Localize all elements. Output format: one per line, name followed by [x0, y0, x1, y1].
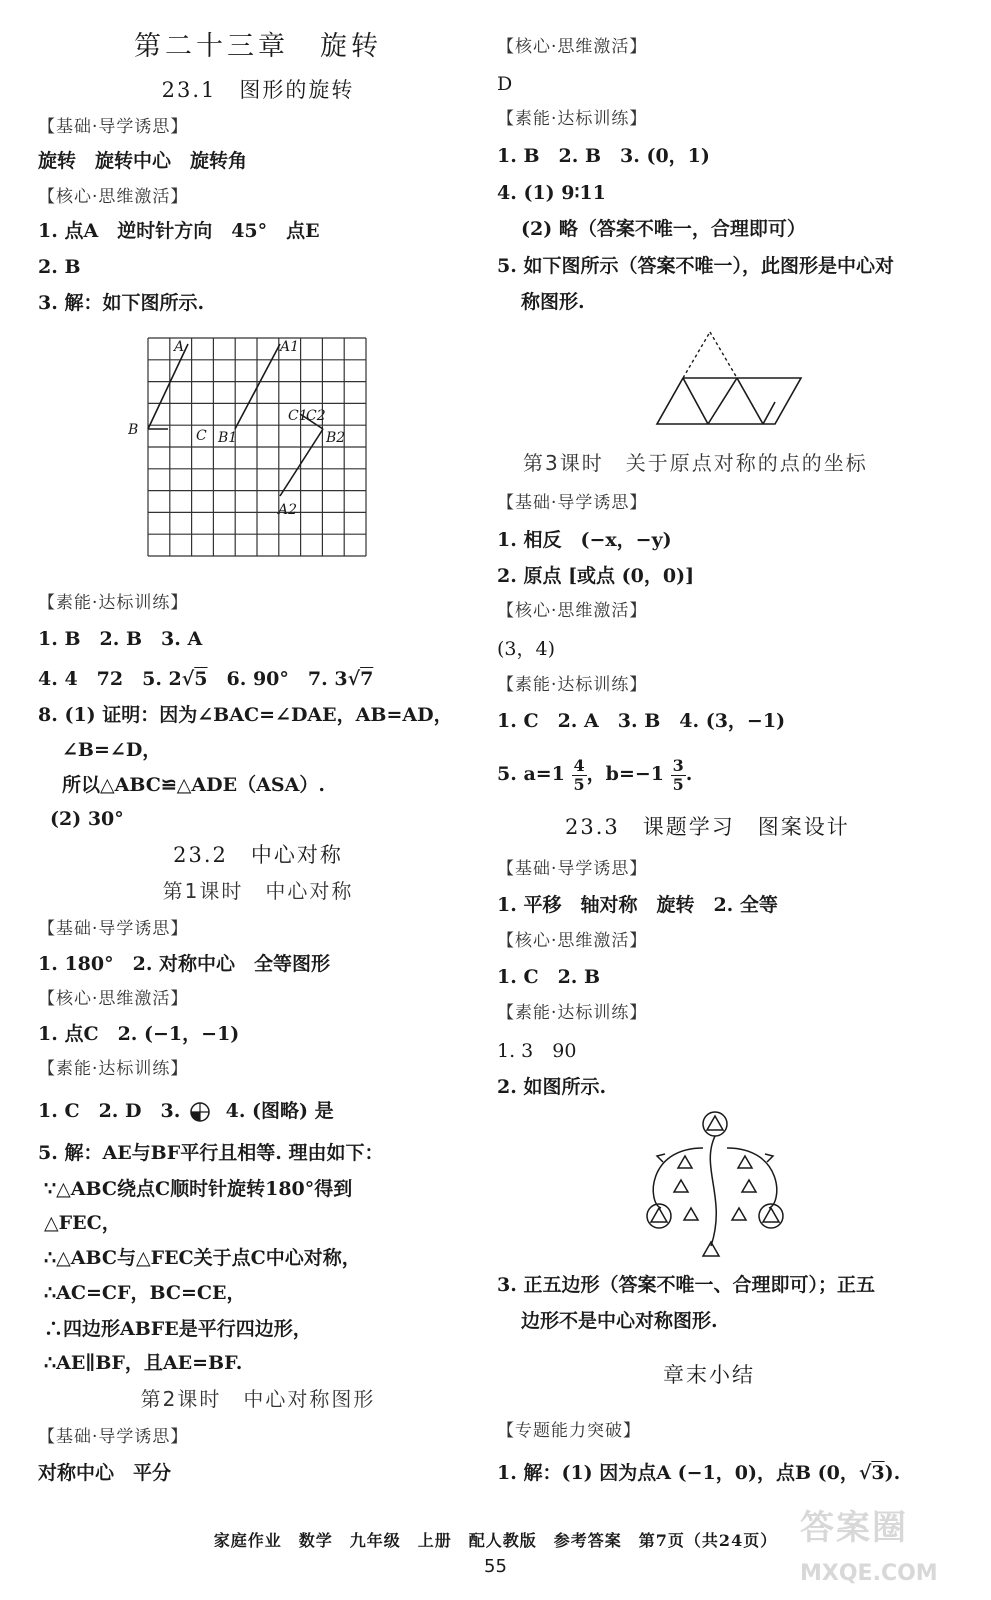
section-23-3-title: 23.3 课题学习 图案设计 — [565, 815, 850, 839]
s2-jichu-answer: 1. 180° 2. 对称中心 全等图形 — [38, 953, 331, 975]
page-number: 55 — [484, 1556, 507, 1577]
s3-suneng-answer-1: 1. 3 90 — [497, 1040, 577, 1062]
zhuanti-heading: 【专题能力突破】 — [497, 1421, 641, 1441]
fraction-four-fifths: $\frac{4}{5}$ — [573, 755, 585, 794]
s1-suneng-answer-8a: 8. (1) 证明：因为∠BAC=∠DAE，AB=AD， — [38, 704, 453, 726]
rotation-grid-figure — [128, 334, 388, 572]
l2-suneng-heading: 【素能·达标训练】 — [497, 109, 648, 129]
s1-suneng-answer-8d: (2) 30° — [50, 808, 124, 830]
s2-suneng-answer-5e: ∴AC=CF，BC=CE， — [44, 1282, 246, 1304]
triangle-pattern-figure — [655, 328, 805, 428]
s1-hexin-answer-3: 3. 解：如下图所示. — [38, 292, 205, 314]
l3-jichu-answer-1: 1. 相反 (−x，−y) — [497, 529, 672, 551]
section-23-1-title: 23.1 图形的旋转 — [161, 78, 355, 102]
l2-suneng-answer-4b: (2) 略（答案不唯一，合理即可） — [521, 218, 806, 240]
s3-suneng-answer-3a: 3. 正五边形（答案不唯一、合理即可）；正五 — [497, 1274, 875, 1296]
s2-suneng-answer-5g: ∴AE∥BF，且AE=BF. — [44, 1352, 243, 1374]
l2-suneng-answer-5a: 5. 如下图所示（答案不唯一），此图形是中心对 — [497, 255, 894, 277]
grid-label-b: B — [128, 422, 139, 438]
s1-suneng-answer-8b: ∠B=∠D， — [62, 739, 162, 761]
s2-suneng-answer-5b: ∵△ABC绕点C顺时针旋转180°得到 — [44, 1178, 353, 1200]
page-footer: 家庭作业 数学 九年级 上册 配人教版 参考答案 第7页（共24页） — [213, 1531, 778, 1550]
s2-suneng-answer-5c: △FEC， — [44, 1212, 121, 1234]
l3-hexin-answer: (3，4) — [497, 638, 556, 660]
s2-suneng-answer-5f: ∴四边形ABFE是平行四边形， — [44, 1318, 312, 1340]
l2-jichu-heading: 【基础·导学诱思】 — [38, 1427, 189, 1447]
s2-suneng-answer-5a: 5. 解：AE与BF平行且相等. 理由如下： — [38, 1142, 384, 1164]
s3-hexin-answer: 1. C 2. B — [497, 966, 601, 988]
grid-label-b2: B2 — [326, 430, 346, 446]
grid-label-c: C — [196, 428, 207, 444]
lesson-1-title: 第1课时 中心对称 — [162, 879, 354, 903]
section-23-2-title: 23.2 中心对称 — [173, 843, 343, 867]
lesson-2-title: 第2课时 中心对称图形 — [140, 1387, 376, 1411]
lesson-3-title: 第3课时 关于原点对称的点的坐标 — [523, 451, 868, 475]
s2-suneng-heading: 【素能·达标训练】 — [38, 1059, 189, 1079]
s3-suneng-answer-2: 2. 如图所示. — [497, 1076, 607, 1098]
chapter-summary-title: 章末小结 — [663, 1363, 755, 1387]
quartered-circle-icon — [189, 1101, 211, 1123]
s3-suneng-heading: 【素能·达标训练】 — [497, 1003, 648, 1023]
l2-jichu-answer: 对称中心 平分 — [38, 1462, 172, 1484]
l3-suneng-answer-1: 1. C 2. A 3. B 4. (3，−1) — [497, 710, 786, 732]
l3-suneng-heading: 【素能·达标训练】 — [497, 675, 648, 695]
s1-suneng-answer-8c: 所以△ABC≌△ADE（ASA）. — [62, 774, 325, 796]
s3-jichu-answer: 1. 平移 轴对称 旋转 2. 全等 — [497, 894, 778, 916]
segment-a2b2 — [280, 429, 323, 496]
l3-jichu-answer-2: 2. 原点 [或点 (0，0)] — [497, 565, 695, 587]
s1-jichu-heading: 【基础·导学诱思】 — [38, 117, 189, 137]
s2-hexin-heading: 【核心·思维激活】 — [38, 989, 189, 1009]
s3-suneng-answer-3b: 边形不是中心对称图形. — [521, 1310, 718, 1332]
s1-suneng-answer-4: 4. 4 72 5. 2√5 6. 90° 7. 3√7 — [38, 668, 374, 690]
grid-label-a1: A1 — [280, 339, 300, 355]
s1-suneng-heading: 【素能·达标训练】 — [38, 593, 189, 613]
grid-label-a: A — [174, 339, 185, 355]
grid-label-c1: C1 — [288, 408, 308, 424]
grid-label-a2: A2 — [278, 502, 298, 518]
pattern-design-figure — [645, 1108, 785, 1260]
s2-suneng-answer-1: 1. C 2. D 3. 4. (图略) 是 — [38, 1100, 334, 1122]
s1-hexin-answer-1: 1. 点A 逆时针方向 45° 点E — [38, 220, 320, 242]
s3-jichu-heading: 【基础·导学诱思】 — [497, 859, 648, 879]
zhuanti-answer-1: 1. 解：(1) 因为点A (−1，0)，点B (0，√3). — [497, 1462, 901, 1484]
grid-label-c2: C2 — [306, 408, 326, 424]
s3-hexin-heading: 【核心·思维激活】 — [497, 931, 648, 951]
segment-ab — [148, 344, 188, 429]
s1-hexin-heading: 【核心·思维激活】 — [38, 187, 189, 207]
l2-suneng-answer-4a: 4. (1) 9∶11 — [497, 182, 606, 204]
s2-hexin-answer: 1. 点C 2. (−1，−1) — [38, 1023, 240, 1045]
l3-hexin-heading: 【核心·思维激活】 — [497, 601, 648, 621]
fraction-three-fifths: $\frac{3}{5}$ — [672, 755, 684, 794]
s1-jichu-answer: 旋转 旋转中心 旋转角 — [38, 150, 248, 172]
l2-suneng-answer-1: 1. B 2. B 3. (0，1) — [497, 145, 710, 167]
s1-suneng-answer-1: 1. B 2. B 3. A — [38, 628, 203, 650]
l2-hexin-answer: D — [497, 73, 513, 95]
watermark: 答案圈 MXQE.COM — [800, 1508, 938, 1586]
l2-hexin-heading: 【核心·思维激活】 — [497, 37, 648, 57]
grid-label-b1: B1 — [218, 430, 238, 446]
s1-hexin-answer-2: 2. B — [38, 256, 81, 278]
l2-suneng-answer-5b: 称图形. — [521, 291, 585, 313]
s2-suneng-answer-5d: ∴△ABC与△FEC关于点C中心对称， — [44, 1247, 361, 1269]
chapter-title: 第二十三章 旋转 — [134, 31, 382, 62]
s2-jichu-heading: 【基础·导学诱思】 — [38, 919, 189, 939]
l3-suneng-answer-5: 5. a=1 $\frac{4}{5}$ ，b=−1 $\frac{3}{5}$ . — [497, 755, 693, 794]
l3-jichu-heading: 【基础·导学诱思】 — [497, 493, 648, 513]
